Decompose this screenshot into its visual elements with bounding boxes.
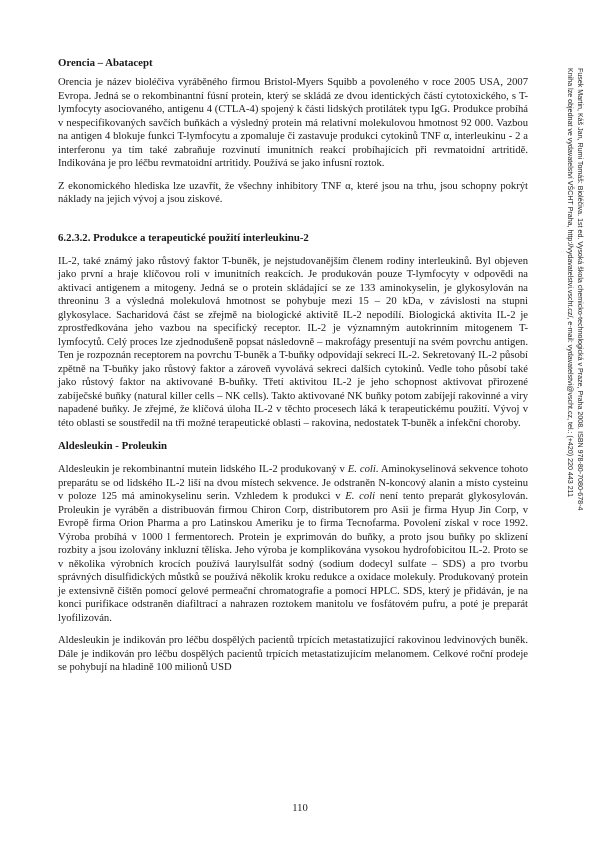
- paragraph-aldesleukin-production: [58, 463, 528, 625]
- italic-ecoli: E. coli: [345, 491, 376, 502]
- italic-ecoli: E. coli: [347, 464, 376, 475]
- citation-line: Fusek Martin, Káš Jan, Rumi Tomáš: Bioléčiva. 1st ed. Vysoká škola chemicko-technologická v Praze, Praha 2008. ISBN 978-80-7080-678-4: [576, 68, 584, 511]
- paragraph-il2-description: IL-2, také známý jako růstový faktor T-buněk, je nejstudovanějším členem rodiny interleukinů. Byl objeven jako první a hraje klíčovou roli v imunitních reakcích. Je produkován pouze T-lymfocyty v odpovědi na aktivaci antigenem a mitogeny. Jedná se o protein skládající se ze 133 aminokyselin, je glykosylován na threoninu 3 a výsledná molekulová hmotnost se pohybuje mezi 15 – 20 kDa, v závislosti na stupni glykosylace. Sacharidová část se zřejmě na biologické aktivitě IL-2 nepodílí. Biologická aktivita IL-2 je zprostředkována jeho vazbou na specifický receptor. IL-2 je významným autokrinním mitogenem T- lymfocytů. Celý proces lze zjednodušeně popsat následovně – makrofágy presentují na svém povrchu antigen. Ten je rozpoznán receptorem na povrchu T-buněk a T-buňky odpovídají sekrecí IL-2. Sekretovaný IL-2 působí zpětně na T-buňky jako růstový faktor a zároveň vyvolává sekreci dalších cytokinů. Vedle toho působí také jako růstový faktor na aktivované B-buňky. Třetí aktivitou IL-2 je jeho schopnost aktivovat přirozené zabíječské buňky (natural killer cells – NK cells). Takto aktivované NK buňky potom zabíjejí rakovinné a viry napadené buňky. Je zřejmé, že klíčová úloha IL-2 v těchto procesech láká k terapeutickému použití. Vývoj v této oblasti se soustředil na tři možné terapeutické oblasti – rakovina, nedostatek T-buněk a infekční choroby.: [58, 255, 528, 429]
- section-heading-aldesleukin: Aldesleukin - Proleukin: [58, 440, 167, 452]
- page-body: [58, 56, 528, 684]
- paragraph-orencia-description: Orencia je název bioléčiva vyráběného firmou Bristol-Myers Squibb a povoleného v roce 2005 USA, 2007 Evropa. Jedná se o rekombinantní fúsní protein, který se skládá ze dvou identických částí cytotoxického, s T-lymfocyty asociovaného, antigenu 4 (CTLA-4) spojený k části lidských protilátek typu IgG. Produkce probíhá v nespecifikovaných savčích buňkách a výsledný protein má relativní molekulovou hmotnost 92 000. Vazbou na antigen 4 blokuje funkci T-lymfocytu a zpomaluje či zastavuje produkci cytokinů TNF α, interleukinu - 2 a interferonu ya tím také zabraňuje rozvinutí imunitních reakcí probíhajících při revmatoidní artritidě. Indikována je pro léčbu revmatoidní artritidy. Používá se jako infusní roztok.: [58, 77, 528, 169]
- text-run: Aldesleukin je rekombinantní mutein lidského IL-2 produkovaný v: [58, 464, 348, 475]
- side-citation-note: [548, 68, 584, 648]
- text-run: . Aminokyselinová sekvence tohoto preparátu se od lidského IL-2 liší na dvou místech sekvence. Je odstraněn N-koncový alanin a místo cysteinu v poloze 125 má aminokyselinu serin. Vzhledem k produkci v: [58, 464, 528, 502]
- paragraph-aldesleukin-indication: Aldesleukin je indikován pro léčbu dospělých pacientů trpících metastatizující rakovinou ledvinových buněk. Dále je indikován pro léčbu dospělých pacientů trpících metastatizujícím melanomem. Celkové roční prodeje se pohybují na hladině 100 milionů USD: [58, 635, 528, 673]
- text-run: není tento preparát glykosylován. Proleukin je vyráběn a distribuován firmou Chiron Corp, distributorem pro Asii je firma Hyup Jin Corp, v Evropě firma Orion Pharma a pro Latinskou Ameriku je to firma Tecnofarma. Povolení získal v roce 1992. Výroba probíhá v 1000 l fermentorech. Protein je exprimován do buňky, a proto jsou buňky po sklizení rozbity a jsou izolovány inkluzní tělíska. Jeho výroba je komplikována vysokou hydrofobicitou IL-2. Proto se v několika výrobních krocích používá laurylsulfát sodný (sodium dodecyl sulfate – SDS) a pro tvorbu správných disulfidických můstků se používá několik kroku redukce a oxidace molekuly. Produkovaný protein je extensivně čištěn pomocí gelové permeační chromatografie a pomocí HPLC. SDS, který je přidáván, je na konci purifikace odstraněn diafiltrací a nahrazen roztokem manitolu ve fosfátovém pufru, a poté je preparát lyofilizován.: [58, 491, 528, 624]
- page-number: 110: [292, 803, 308, 814]
- ordering-info-line: Kniha lze objednat ve vydavatelství VŠCHT Praha, http://vydavatelstvi.vscht.cz/, e-mail: vydavatelstvi@vscht.cz, tel.: (+420) 220 443 211: [566, 68, 575, 498]
- section-heading-interleukin-2: 6.2.3.2. Produkce a terapeutické použití interleukinu-2: [58, 231, 309, 244]
- section-heading-orencia: Orencia – Abatacept: [58, 57, 153, 69]
- paragraph-tnf-economics: Z ekonomického hlediska lze uzavřít, že všechny inhibitory TNF α, které jsou na trhu, jsou schopny pokrýt náklady na jejich vývoj a jsou ziskové.: [58, 180, 528, 205]
